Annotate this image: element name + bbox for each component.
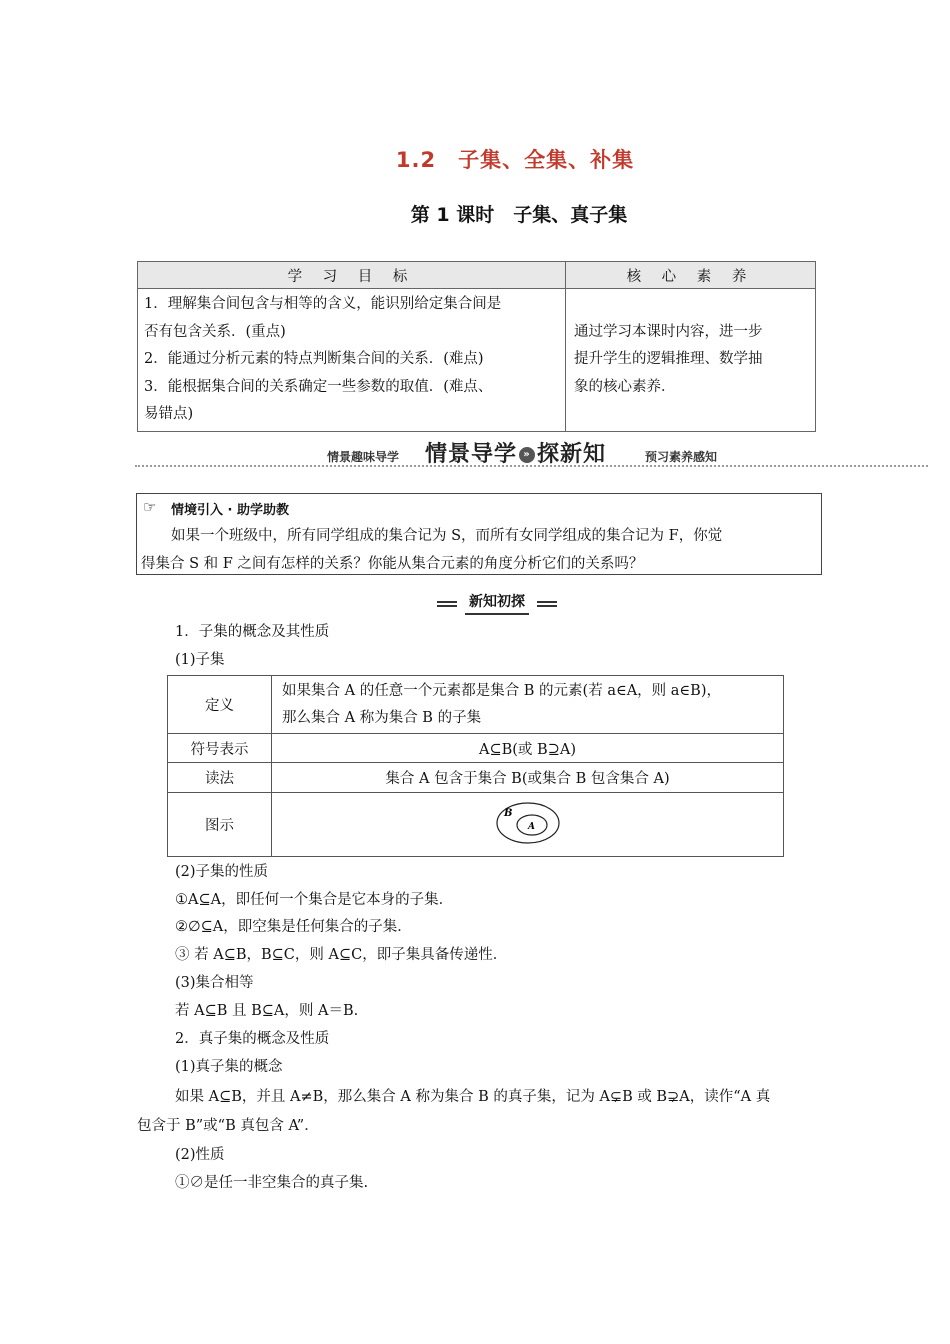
equality-statement: 若 A⊆B 且 B⊆A，则 A＝B.	[175, 1003, 359, 1019]
literacy-line: 象的核心素养．	[574, 378, 676, 395]
venn-diagram	[495, 800, 561, 846]
reading-value: 集合 A 包含于集合 B(或集合 B 包含集合 A)	[272, 763, 784, 793]
definition-value	[272, 676, 784, 734]
objectives-cell	[138, 289, 566, 432]
intro-box	[136, 493, 822, 575]
venn-outer-label: B	[503, 807, 512, 819]
proper-subset-property: ①∅是任一非空集合的真子集.	[175, 1175, 369, 1191]
definition-line: 如果集合 A 的任意一个元素都是集合 B 的元素(若 a∈A，则 a∈B)，	[282, 682, 721, 699]
banner-heading	[425, 437, 606, 468]
section-banner	[135, 439, 928, 469]
literacy-line: 通过学习本课时内容，进一步	[574, 323, 763, 340]
objective-line: 2．能通过分析元素的特点判断集合间的关系．(难点)	[144, 351, 484, 367]
banner-heading-left: 情景导学	[425, 442, 518, 467]
literacy-line: 提升学生的逻辑推理、数学抽	[574, 351, 763, 367]
definition-line: 那么集合 A 称为集合 B 的子集	[282, 709, 482, 726]
heading-set-equality: (3)集合相等	[175, 975, 254, 991]
badge-right-bar	[537, 601, 557, 607]
intro-body	[141, 522, 817, 578]
diagram-key: 图示	[168, 793, 272, 857]
core-literacy-cell	[566, 289, 816, 432]
intro-line: 得集合 S 和 F 之间有怎样的关系？你能从集合元素的角度分析它们的关系吗？	[141, 556, 644, 572]
heading-subset-props: (2)子集的性质	[175, 864, 269, 880]
subset-property: ②∅⊆A，即空集是任何集合的子集．	[175, 919, 412, 935]
core-literacy-header: 核 心 素 养	[566, 262, 816, 289]
objective-line: 3．能根据集合间的关系确定一些参数的取值．(难点、	[144, 378, 493, 395]
arrow-circle-icon: »	[519, 447, 535, 463]
intro-line: 如果一个班级中，所有同学组成的集合记为 S，而所有女同学组成的集合记为 F，你觉	[171, 528, 723, 544]
heading-subset: 1．子集的概念及其性质	[175, 624, 330, 640]
notation-key: 符号表示	[168, 734, 272, 763]
heading-proper-subset-props: (2)性质	[175, 1147, 225, 1163]
objective-line: 易错点)	[144, 406, 194, 422]
pointing-hand-icon: ☞	[143, 498, 157, 516]
new-knowledge-badge	[437, 591, 557, 613]
objectives-header: 学 习 目 标	[138, 262, 566, 289]
banner-left-caption: 情景趣味导学	[327, 450, 400, 464]
badge-text: 新知初探	[465, 591, 529, 615]
definition-key: 定义	[168, 676, 272, 734]
heading-proper-subset-def: (1)真子集的概念	[175, 1059, 283, 1075]
section-title: 1.2 子集、全集、补集	[395, 148, 635, 172]
subset-property: ①A⊆A，即任何一个集合是它本身的子集．	[175, 892, 454, 908]
heading-proper-subset: 2．真子集的概念及性质	[175, 1031, 330, 1047]
reading-key: 读法	[168, 763, 272, 793]
lesson-title: 第 1 课时 子集、真子集	[410, 204, 628, 226]
diagram-cell	[272, 793, 784, 857]
intro-heading: 情境引入 · 助学助教	[171, 503, 289, 518]
badge-left-bar	[437, 601, 457, 607]
venn-inner-label: A	[527, 821, 535, 832]
heading-subset-def: (1)子集	[175, 652, 225, 668]
subset-property: ③ 若 A⊆B，B⊆C，则 A⊆C，即子集具备传递性．	[175, 947, 508, 963]
objective-line: 否有包含关系．(重点)	[144, 323, 286, 340]
proper-subset-definition: 包含于 B”或“B 真包含 A”．	[137, 1118, 319, 1134]
banner-right-caption: 预习素养感知	[645, 450, 718, 464]
proper-subset-definition: 如果 A⊆B，并且 A≠B，那么集合 A 称为集合 B 的真子集，记为 A⊊B 或 B⊋A，读作“A 真	[175, 1089, 771, 1105]
notation-value: A⊆B(或 B⊇A)	[272, 734, 784, 763]
objectives-table	[137, 261, 816, 432]
subset-definition-table	[167, 675, 784, 857]
objective-line: 1．理解集合间包含与相等的含义，能识别给定集合间是	[144, 296, 502, 312]
banner-heading-right: 探新知	[537, 442, 607, 467]
